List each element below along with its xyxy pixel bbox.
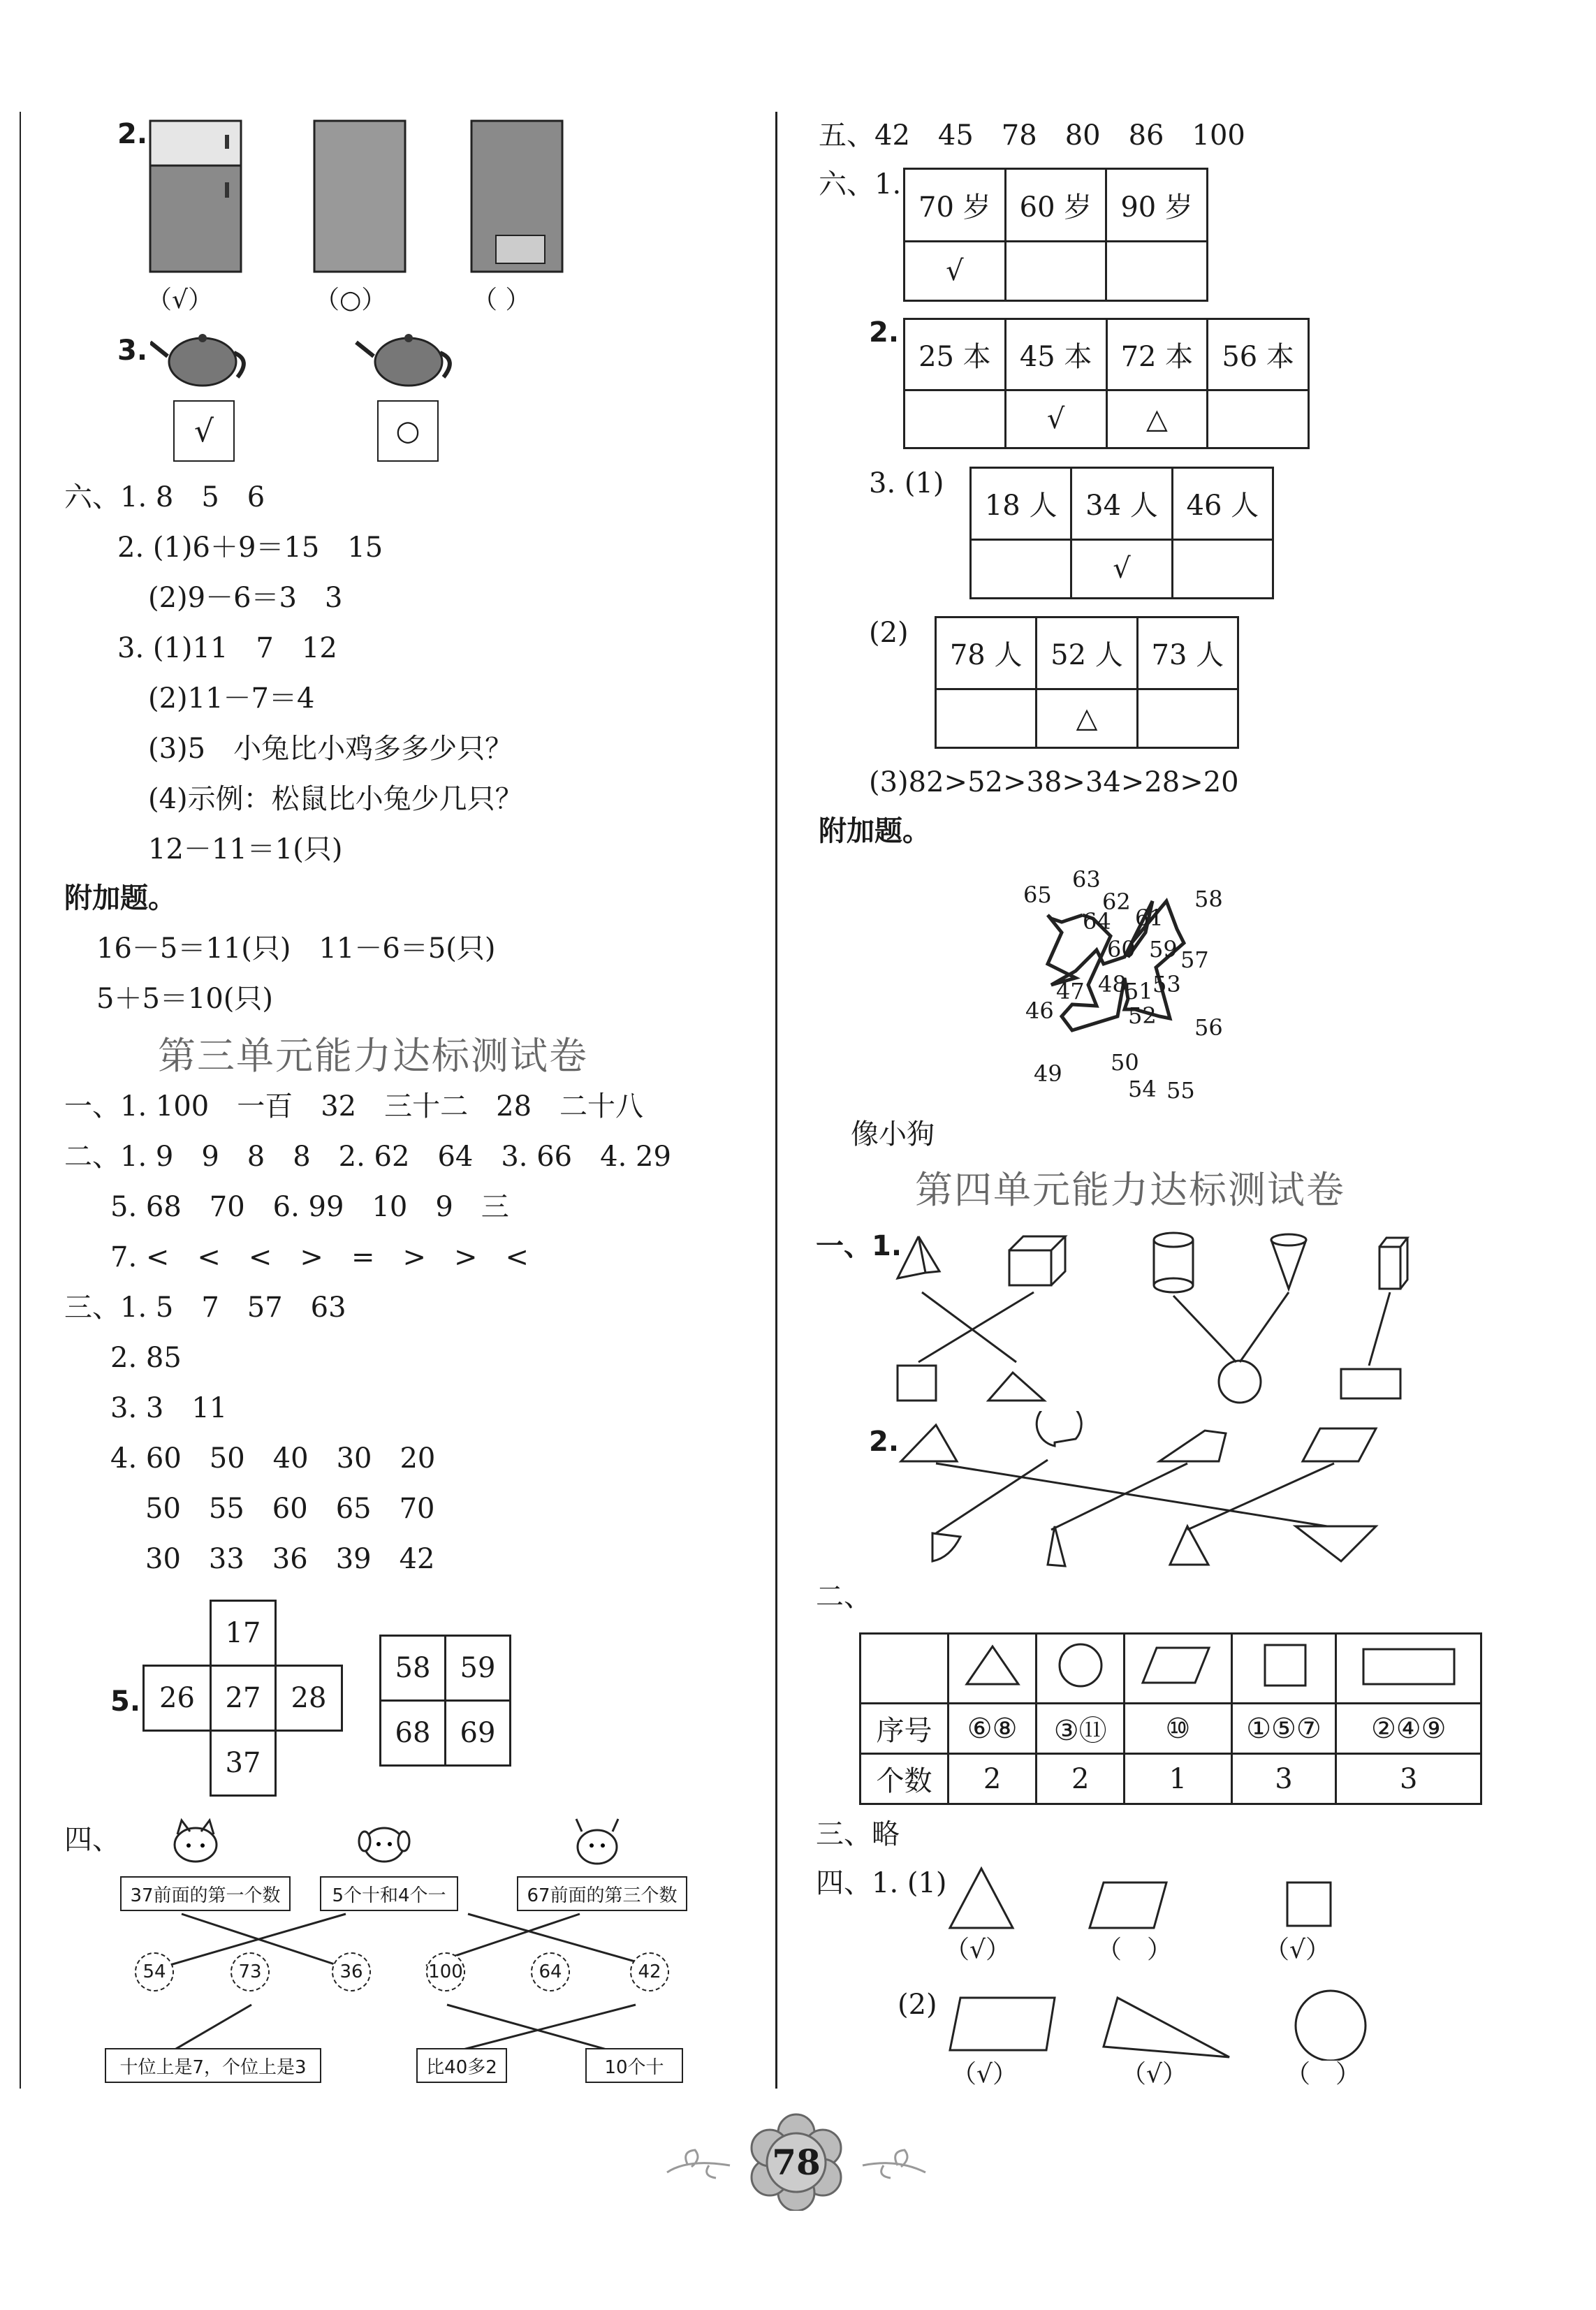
unit3-line-4: 7. < < < > = > > < — [110, 1241, 529, 1273]
microwave-icon — [471, 121, 562, 272]
cone-icon — [1271, 1234, 1306, 1289]
table-cell — [861, 1634, 949, 1704]
san-line: 三、略 — [816, 1818, 900, 1850]
dot-label: 62 — [1102, 889, 1131, 915]
fridge-images — [147, 115, 580, 283]
si1-label: 四、1. (1) — [816, 1867, 947, 1899]
answer-mark: √ — [193, 413, 214, 449]
liu-line-5: (2)11－7＝4 — [148, 682, 315, 715]
teapot-icon — [356, 334, 450, 386]
cube-icon — [1009, 1236, 1065, 1285]
table-cell — [1125, 1634, 1231, 1704]
table-header: 78 人 — [936, 617, 1037, 689]
unit3-line-6: 2. 85 — [110, 1342, 182, 1374]
square-cell: 68 — [379, 1699, 446, 1767]
table-cell: △ — [1037, 689, 1137, 747]
square-cell: 69 — [444, 1699, 511, 1767]
table-header: 52 人 — [1037, 617, 1137, 689]
table-cell — [1336, 1634, 1481, 1704]
table-cell — [1208, 390, 1309, 448]
table-cell — [971, 539, 1071, 598]
right-triangle-piece-icon — [1170, 1526, 1208, 1565]
table-header: 56 本 — [1208, 319, 1309, 390]
unit3-line-1: 一、1. 100 一百 32 三十二 28 二十八 — [64, 1090, 644, 1123]
box-text: 比40多2 — [426, 2056, 497, 2078]
si2-mark-1: （√） — [951, 2060, 1018, 2089]
table-cell: ⑥⑧ — [949, 1704, 1037, 1754]
table-cell — [1172, 539, 1273, 598]
fujia-line-2: 5＋5＝10(只) — [96, 983, 274, 1015]
bottom-box-2 — [416, 2048, 507, 2083]
table-header: 72 本 — [1106, 319, 1208, 390]
cabinet-mark: （○） — [314, 286, 387, 314]
parallelogram-header-icon — [1139, 1641, 1216, 1690]
fridge-icon — [150, 121, 241, 272]
box-text: 十位上是7，个位上是3 — [119, 2056, 307, 2078]
yi1-label: 一、1. — [816, 1230, 902, 1262]
cut-triangle-icon — [1159, 1431, 1226, 1461]
bottom-box-1 — [105, 2048, 321, 2083]
bottom-box-3 — [585, 2048, 683, 2083]
square-header-icon — [1252, 1641, 1315, 1690]
table-cell — [1005, 242, 1106, 301]
rectangle-header-icon — [1356, 1641, 1461, 1690]
table-cell: ①⑤⑦ — [1231, 1704, 1336, 1754]
teapot-icon — [150, 334, 244, 386]
square-shape-icon — [898, 1366, 936, 1401]
pie-face-icon — [1037, 1411, 1081, 1446]
sliver-piece-icon — [1048, 1526, 1065, 1566]
unit3-line-5: 三、1. 5 7 57 63 — [64, 1292, 346, 1324]
cross-center: 27 — [210, 1665, 277, 1732]
liu-line-2: 2. (1)6＋9＝15 15 — [117, 532, 383, 564]
dot-label: 58 — [1194, 886, 1223, 912]
table-header: 45 本 — [1005, 319, 1106, 390]
flower-100 — [426, 1952, 465, 1991]
character-icons — [168, 1813, 629, 1869]
flower-number: 42 — [638, 1961, 661, 1982]
flower-number: 73 — [238, 1961, 262, 1982]
teapot-icons — [150, 321, 471, 398]
unit3-line-7: 3. 3 11 — [110, 1392, 228, 1424]
q5-number: 5. — [110, 1686, 141, 1718]
table-cell: √ — [905, 242, 1006, 301]
cow-icon — [576, 1819, 618, 1864]
down-triangle-piece-icon — [1296, 1526, 1376, 1561]
wu-line: 五、42 45 78 80 86 100 — [819, 119, 1245, 152]
table-cell — [1137, 689, 1238, 747]
dot-label: 52 — [1128, 1002, 1157, 1029]
top-box-3 — [517, 1876, 687, 1911]
table-cell — [1106, 242, 1208, 301]
cross-left: 26 — [142, 1665, 212, 1732]
column-divider — [775, 112, 777, 2089]
si1-mark-1: （√） — [944, 1936, 1011, 1964]
liu-line-4: 3. (1)11 7 12 — [117, 632, 337, 664]
liu3c-line: (3)82>52>38>34>28>20 — [869, 766, 1239, 798]
top-box-1 — [120, 1876, 291, 1911]
liu-line-8: 12－11＝1(只) — [148, 833, 343, 865]
unit3-line-8: 4. 60 50 40 30 20 — [110, 1442, 436, 1475]
unit4-title: 第四单元能力达标测试卷 — [915, 1168, 1345, 1212]
flower-42 — [630, 1952, 669, 1991]
unit3-line-10: 30 33 36 39 42 — [145, 1543, 435, 1575]
dot-to-dot-dog — [1006, 859, 1313, 1111]
dot-label: 54 — [1128, 1076, 1157, 1102]
table-cell: ⑩ — [1125, 1704, 1231, 1754]
cabinet-icon — [314, 121, 405, 272]
liu3b-label: (2) — [869, 617, 909, 649]
dot-label: 65 — [1023, 882, 1052, 908]
table-cell: 1 — [1125, 1754, 1231, 1804]
si2-mark-2: （√） — [1121, 2060, 1187, 2089]
table-cell — [1037, 1634, 1125, 1704]
dot-label: 63 — [1072, 866, 1101, 893]
box-text: 37前面的第一个数 — [130, 1885, 281, 1906]
dot-label: 61 — [1135, 905, 1164, 931]
cylinder-icon — [1154, 1233, 1193, 1292]
er-label: 二、 — [816, 1581, 872, 1613]
triangle-header-icon — [961, 1641, 1024, 1690]
parallelogram-face-icon — [1303, 1428, 1376, 1461]
cross-top: 17 — [210, 1600, 277, 1667]
unit3-line-2: 二、1. 9 9 8 8 2. 62 64 3. 66 4. 29 — [64, 1141, 671, 1173]
q2-number: 2. — [117, 118, 148, 150]
table-header: 34 人 — [1071, 468, 1172, 540]
table-cell — [1231, 1634, 1336, 1704]
square-cell: 58 — [379, 1635, 446, 1702]
si2-mark-3: （ ） — [1285, 2060, 1361, 2089]
circle-icon — [1296, 1991, 1366, 2061]
left-edge-line — [20, 112, 21, 2089]
table-cell — [936, 689, 1037, 747]
liu-line-7: (4)示例：松鼠比小兔少几只？ — [148, 783, 523, 815]
dot-label: 53 — [1152, 971, 1181, 997]
dot-label: 55 — [1166, 1077, 1195, 1104]
table-cell: ③⑪ — [1037, 1704, 1125, 1754]
cross-bottom: 37 — [210, 1730, 277, 1797]
face-shapes-matching — [894, 1411, 1425, 1579]
table-header: 18 人 — [971, 468, 1071, 540]
table-header: 25 本 — [905, 319, 1006, 390]
table-cell — [905, 390, 1006, 448]
flower-number: 54 — [142, 1961, 166, 1982]
dot-label: 57 — [1180, 946, 1209, 973]
table-header: 46 人 — [1172, 468, 1273, 540]
dot-label: 59 — [1149, 936, 1178, 963]
fujia-line-1: 16－5＝11(只) 11－6＝5(只) — [96, 933, 496, 965]
table-cell: √ — [1071, 539, 1172, 598]
dog-answer: 像小狗 — [851, 1118, 935, 1150]
yi2-label: 2. — [869, 1426, 900, 1458]
liu-line-3: (2)9－6＝3 3 — [148, 582, 343, 614]
puppy-icon — [359, 1828, 409, 1862]
table-header: 70 岁 — [905, 169, 1006, 242]
flower-number: 64 — [539, 1961, 562, 1982]
box-text: 10个十 — [604, 2056, 664, 2078]
liu-line-1: 六、1. 8 5 6 — [64, 481, 265, 513]
square-cell: 59 — [444, 1635, 511, 1702]
dot-label: 56 — [1194, 1014, 1223, 1041]
table-cell: ②④⑨ — [1336, 1704, 1481, 1754]
table-cell: 2 — [1037, 1754, 1125, 1804]
table-header: 60 岁 — [1005, 169, 1106, 242]
solid-shapes-matching — [866, 1222, 1439, 1411]
rectangle-shape-icon — [1341, 1369, 1400, 1398]
flower-number: 100 — [428, 1961, 463, 1982]
liu1-label: 六、1. — [819, 168, 902, 200]
page-number: 78 — [772, 2142, 821, 2183]
table-header: 73 人 — [1137, 617, 1238, 689]
si-label: 四、 — [64, 1824, 120, 1856]
flower-54 — [135, 1952, 174, 1991]
dot-label: 64 — [1083, 908, 1111, 935]
dot-label: 60 — [1107, 936, 1136, 963]
microwave-mark: （ ） — [472, 286, 531, 314]
unit3-title: 第三单元能力达标测试卷 — [158, 1034, 588, 1078]
triangle-icon — [950, 1869, 1013, 1928]
table-cell: √ — [1005, 390, 1106, 448]
liu-line-6: (3)5 小兔比小鸡多多少只？ — [148, 733, 513, 765]
circle-header-icon — [1049, 1641, 1112, 1690]
right-triangle-icon — [1104, 1998, 1229, 2057]
right-sprout-icon — [856, 2144, 932, 2186]
square-icon — [1287, 1883, 1331, 1926]
dot-label: 50 — [1111, 1049, 1139, 1076]
si1-mark-2: （ ） — [1097, 1936, 1173, 1964]
parallelogram-icon — [950, 1998, 1055, 2050]
dot-label: 49 — [1034, 1060, 1062, 1087]
people-table-2 — [935, 616, 1239, 749]
fujia-title-right: 附加题。 — [819, 815, 930, 847]
book-table — [903, 318, 1310, 449]
shape-count-table — [859, 1632, 1482, 1805]
dot-label: 51 — [1125, 978, 1153, 1004]
fujia-title-left: 附加题。 — [64, 882, 176, 914]
dot-label: 47 — [1056, 978, 1085, 1004]
liu3a-label: 3. (1) — [869, 467, 944, 499]
dot-label: 48 — [1098, 971, 1127, 997]
people-table-1 — [969, 467, 1274, 599]
table-cell: 2 — [949, 1754, 1037, 1804]
top-box-2 — [320, 1876, 458, 1911]
box-text: 5个十和4个一 — [332, 1885, 446, 1906]
fan-piece-icon — [932, 1533, 960, 1561]
table-cell: 3 — [1336, 1754, 1481, 1804]
si2-label: (2) — [898, 1989, 937, 2021]
si1-shapes — [943, 1862, 1376, 1938]
age-table — [903, 168, 1208, 302]
parallelogram-icon — [1090, 1883, 1166, 1928]
triangle-face-icon — [901, 1425, 957, 1461]
table-cell: 3 — [1231, 1754, 1336, 1804]
prism-icon — [1379, 1238, 1407, 1289]
unit3-line-9: 50 55 60 65 70 — [145, 1493, 435, 1525]
triangle-shape-icon — [988, 1373, 1044, 1401]
teapot-answer-box-1 — [173, 400, 235, 462]
q3-number: 3. — [117, 335, 148, 367]
liu2-label: 2. — [869, 316, 900, 349]
left-sprout-icon — [660, 2144, 737, 2186]
flower-36 — [332, 1952, 371, 1991]
table-cell: △ — [1106, 390, 1208, 448]
circle-shape-icon — [1219, 1361, 1261, 1403]
answer-mark: ○ — [395, 415, 420, 447]
teapot-answer-box-2 — [377, 400, 439, 462]
kitty-icon — [175, 1820, 217, 1862]
fridge-mark: （√） — [147, 286, 213, 314]
flower-64 — [531, 1952, 570, 1991]
unit3-line-3: 5. 68 70 6. 99 10 9 三 — [110, 1191, 509, 1223]
si1-mark-3: （√） — [1264, 1936, 1331, 1964]
row-label-count: 个数 — [861, 1754, 949, 1804]
table-cell — [949, 1634, 1037, 1704]
table-header: 90 岁 — [1106, 169, 1208, 242]
dot-label: 46 — [1025, 997, 1054, 1024]
si2-shapes — [943, 1984, 1376, 2061]
cross-right: 28 — [274, 1665, 343, 1732]
flower-73 — [230, 1952, 270, 1991]
flower-number: 36 — [339, 1961, 363, 1982]
pyramid-icon — [898, 1236, 939, 1278]
box-text: 67前面的第三个数 — [527, 1885, 678, 1906]
row-label-seq: 序号 — [861, 1704, 949, 1754]
